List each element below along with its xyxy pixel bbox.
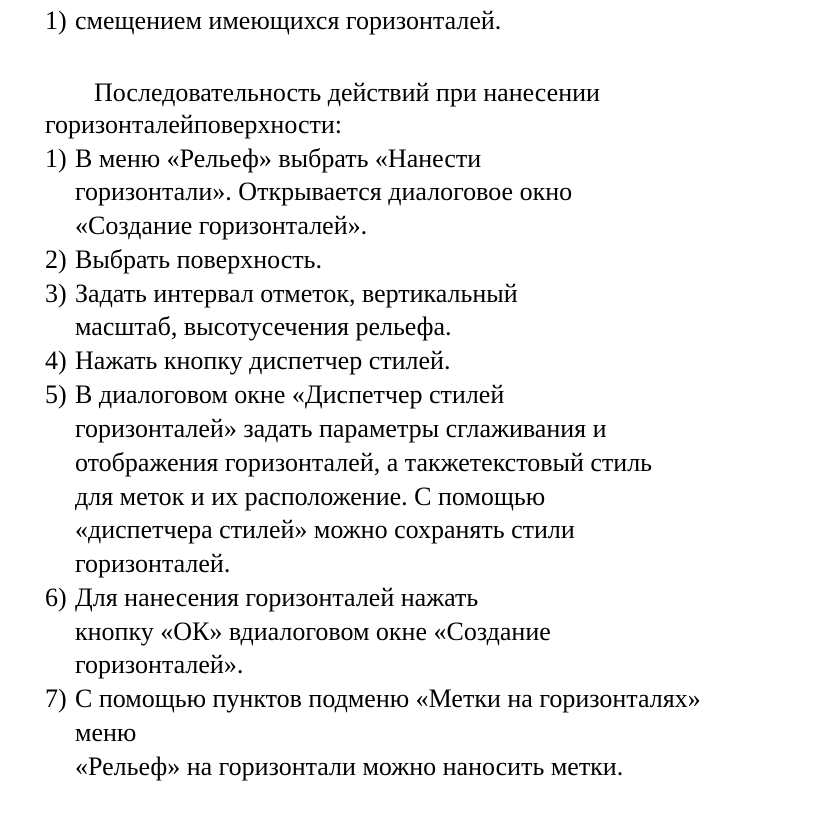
step-5-line-1: В диалоговом окне «Диспетчер стилей xyxy=(75,380,505,409)
step-2-line-1: Выбрать поверхность. xyxy=(75,245,323,274)
step-2-number: 2) xyxy=(45,245,67,274)
step-3-line-1: Задать интервал отметок, вертикальный xyxy=(75,279,518,308)
step-1-number: 1) xyxy=(45,144,67,173)
step-1-line-1: В меню «Рельеф» выбрать «Нанести xyxy=(75,144,482,173)
step-1-line-3: «Создание горизонталей». xyxy=(75,211,368,240)
step-6-number: 6) xyxy=(45,583,67,612)
step-5-line-4: для меток и их расположение. С помощью xyxy=(75,482,546,511)
step-5-line-6: горизонталей. xyxy=(75,549,231,578)
step-7-line-2: меню xyxy=(75,718,137,747)
step-3-number: 3) xyxy=(45,279,67,308)
step-5-number: 5) xyxy=(45,380,67,409)
step-5-line-3: отображения горизонталей, а такжетекстовый стиль xyxy=(75,448,653,477)
step-5-line-5: «диспетчера стилей» можно сохранять стили xyxy=(75,515,575,544)
step-4-number: 4) xyxy=(45,346,67,375)
step-7-line-1: С помощью пунктов подменю «Метки на горизонталях» xyxy=(75,684,701,713)
step-7-number: 7) xyxy=(45,684,67,713)
step-4-line-1: Нажать кнопку диспетчер стилей. xyxy=(75,346,451,375)
intro-item-number: 1) xyxy=(45,6,67,35)
step-6-line-1: Для нанесения горизонталей нажать xyxy=(75,583,479,612)
heading-line-2: горизонталейповерхности: xyxy=(45,110,343,139)
step-5-line-2: горизонталей» задать параметры сглаживания и xyxy=(75,414,607,443)
step-3-line-2: масштаб, высотусечения рельефа. xyxy=(75,312,452,341)
step-6-line-3: горизонталей». xyxy=(75,650,244,679)
step-1-line-2: горизонтали». Открывается диалоговое окно xyxy=(75,177,573,206)
intro-item-text: смещением имеющихся горизонталей. xyxy=(75,6,502,35)
step-7-line-3: «Рельеф» на горизонтали можно наносить метки. xyxy=(75,752,624,781)
heading-line-1: Последовательность действий при нанесении xyxy=(94,78,600,107)
step-6-line-2: кнопку «ОК» вдиалоговом окне «Создание xyxy=(75,617,551,646)
